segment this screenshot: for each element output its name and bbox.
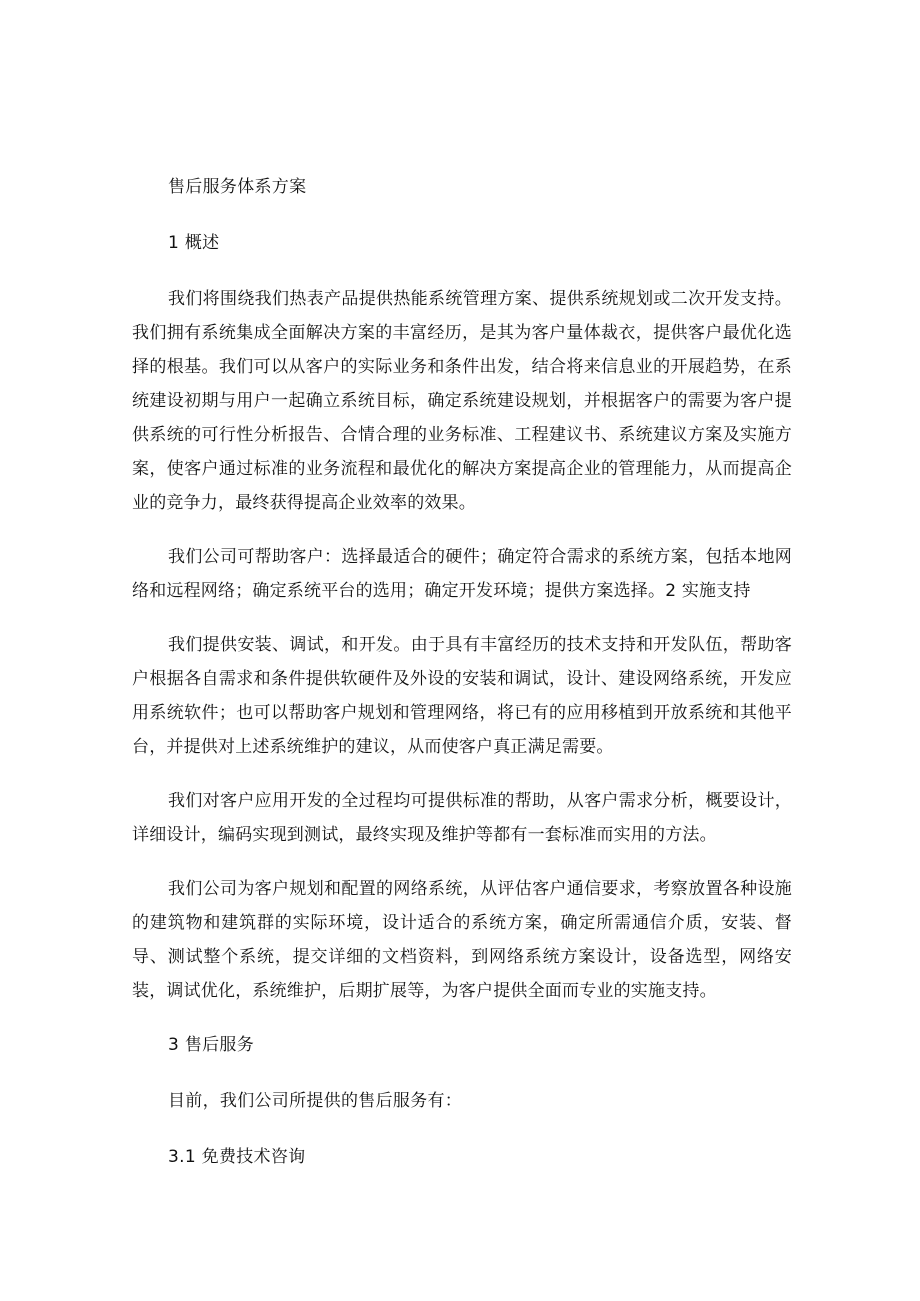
subsection-heading-3-1: 3.1 免费技术咨询 bbox=[168, 1147, 306, 1167]
paragraph-after-sales-intro: 目前，我们公司所提供的售后服务有： bbox=[168, 1091, 463, 1111]
document-title: 售后服务体系方案 bbox=[168, 177, 307, 197]
section-heading-after-sales: 3 售后服务 bbox=[168, 1035, 255, 1055]
document-body bbox=[132, 170, 792, 1196]
paragraph-implementation-1: 我们提供安装、调试，和开发。由于具有丰富经历的技术支持和开发队伍，帮助客户根据各自需求和条件提供软硬件及外设的安装和调试，设计、建设网络系统，开发应用系统软件；也可以帮助客户规划和管理网络，将已有的应用移植到开放系统和其他平台，并提供对上述系统维护的建议，从而使客户真正满足需要。 bbox=[132, 635, 792, 757]
paragraph-overview-1: 我们将围绕我们热表产品提供热能系统管理方案、提供系统规划或二次开发支持。我们拥有系统集成全面解决方案的丰富经历，是其为客户量体裁衣，提供客户最优化选择的根基。我们可以从客户的实际业务和条件出发，结合将来信息业的开展趋势，在系统建设初期与用户一起确立系统目标，确定系统建设规划，并根据客户的需要为客户提供系统的可行性分析报告、合情合理的业务标准、工程建议书、系统建议方案及实施方案，使客户通过标准的业务流程和最优化的解决方案提高企业的管理能力，从而提高企业的竞争力，最终获得提高企业效率的效果。 bbox=[132, 289, 792, 513]
paragraph-overview-2: 我们公司可帮助客户：选择最适合的硬件；确定符合需求的系统方案，包括本地网络和远程网络；确定系统平台的选用；确定开发环境；提供方案选择。2 实施支持 bbox=[132, 547, 792, 601]
paragraph-implementation-2: 我们对客户应用开发的全过程均可提供标准的帮助，从客户需求分析，概要设计，详细设计，编码实现到测试，最终实现及维护等都有一套标准而实用的方法。 bbox=[132, 791, 792, 845]
section-heading-overview: 1 概述 bbox=[168, 233, 220, 253]
paragraph-implementation-3: 我们公司为客户规划和配置的网络系统，从评估客户通信要求，考察放置各种设施的建筑物和建筑群的实际环境，设计适合的系统方案，确定所需通信介质，安装、督导、测试整个系统，提交详细的文档资料，到网络系统方案设计，设备选型，网络安装，调试优化，系统维护，后期扩展等，为客户提供全面而专业的实施支持。 bbox=[132, 879, 792, 1001]
